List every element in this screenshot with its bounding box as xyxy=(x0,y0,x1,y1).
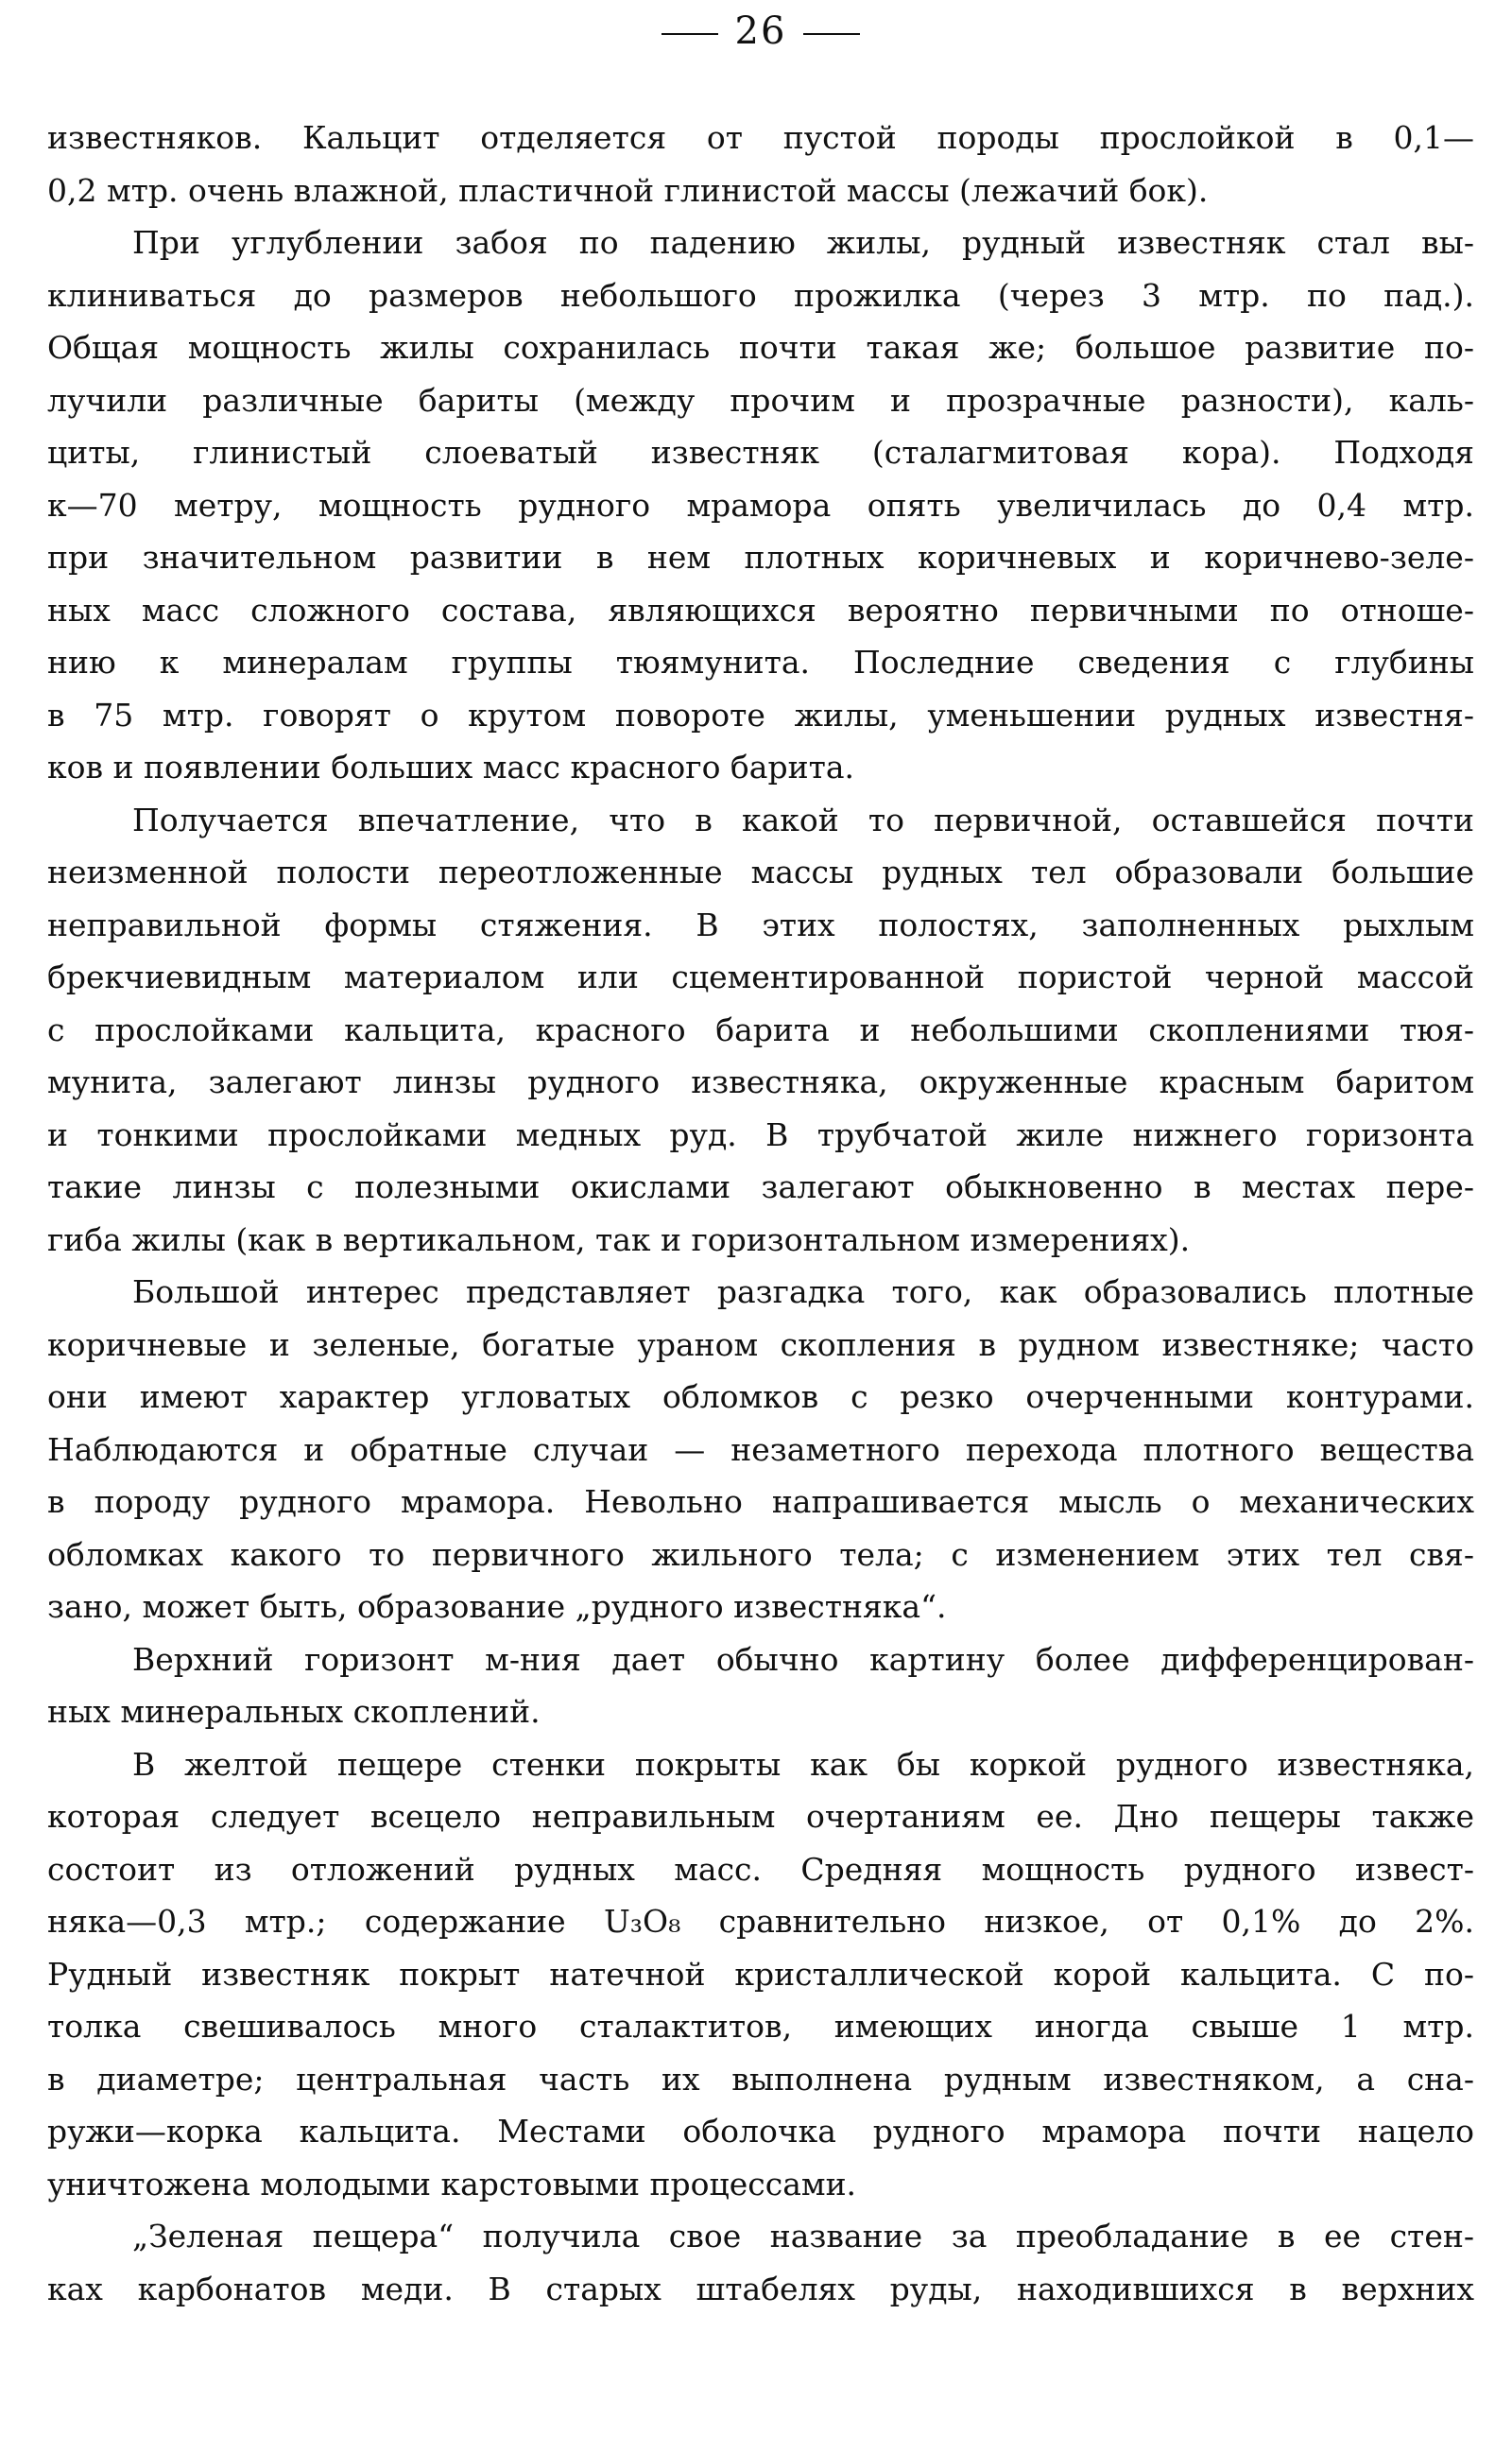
paragraph-first-line: Получается впечатление, что в какой то первичной, оставшейся почти xyxy=(132,801,1474,838)
text-line: в диаметре; центральная часть их выполнена рудным известняком, а сна- xyxy=(47,2060,1474,2098)
paragraph-first-line: В желтой пещере стенки покрыты как бы коркой рудного известняка, xyxy=(132,1745,1474,1783)
text-line: ках карбонатов меди. В старых штабелях руды, находившихся в верхних xyxy=(47,2270,1474,2307)
text-line: ных минеральных скоплений. xyxy=(47,1693,541,1730)
paragraph-first-line: „Зеленая пещера“ получила свое название за преобладание в ее стен- xyxy=(132,2218,1474,2254)
text-line: 0,2 мтр. очень влажной, пластичной глинистой массы (лежачий бок). xyxy=(47,171,1209,209)
header-dash-left xyxy=(662,33,718,35)
paragraph-first-line: При углублении забоя по падению жилы, рудный известняк стал вы- xyxy=(132,224,1474,261)
text-line: к—70 метру, мощность рудного мрамора опять увеличилась до 0,4 мтр. xyxy=(47,486,1474,524)
page-header xyxy=(47,9,1474,53)
text-line: состоит из отложений рудных масс. Средняя мощность рудного извест- xyxy=(47,1850,1474,1888)
header-dash-right xyxy=(803,33,860,35)
text-line: обломках какого то первичного жильного тела; с изменением этих тел свя- xyxy=(47,1535,1474,1573)
text-line: циты, глинистый слоеватый известняк (сталагмитовая кора). Подходя xyxy=(47,434,1474,471)
text-line: ных масс сложного состава, являющихся вероятно первичными по отноше- xyxy=(47,591,1474,629)
document-page xyxy=(47,0,1474,2453)
text-line: брекчиевидным материалом или сцементированной пористой черной массой xyxy=(47,959,1474,995)
text-line: лучили различные бариты (между прочим и прозрачные разности), каль- xyxy=(47,381,1474,419)
text-line: и тонкими прослойками медных руд. В трубчатой жиле нижнего горизонта xyxy=(47,1115,1474,1153)
text-line: в породу рудного мрамора. Невольно напрашивается мысль о механических xyxy=(47,1483,1474,1520)
text-line: неизменной полости переотложенные массы рудных тел образовали большие xyxy=(47,854,1474,890)
text-line: Рудный известняк покрыт натечной кристаллической корой кальцита. С по- xyxy=(47,1955,1474,1993)
text-line: ружи—корка кальцита. Местами оболочка рудного мрамора почти нацело xyxy=(47,2113,1474,2150)
text-line: нию к минералам группы тюямунита. Последние сведения с глубины xyxy=(47,644,1474,681)
text-line: с прослойками кальцита, красного барита и небольшими скоплениями тюя- xyxy=(47,1011,1474,1048)
text-line: в 75 мтр. говорят о крутом повороте жилы, уменьшении рудных известня- xyxy=(47,696,1474,734)
text-line: уничтожена молодыми карстовыми процессами. xyxy=(47,2165,857,2203)
text-line: ков и появлении больших масс красного барита. xyxy=(47,749,855,786)
text-line: такие линзы с полезными окислами залегают обыкновенно в местах пере- xyxy=(47,1168,1474,1205)
text-line: мунита, залегают линзы рудного известняка, окруженные красным баритом xyxy=(47,1063,1474,1100)
paragraph-first-line: Большой интерес представляет разгадка того, как образовались плотные xyxy=(132,1273,1474,1310)
text-line: Наблюдаются и обратные случаи — незаметного перехода плотного вещества xyxy=(47,1430,1474,1468)
text-line: Общая мощность жилы сохранилась почти такая же; большое развитие по- xyxy=(47,329,1474,366)
text-line: они имеют характер угловатых обломков с резко очерченными контурами. xyxy=(47,1378,1474,1415)
text-line: известняков. Кальцит отделяется от пустой породы прослойкой в 0,1— xyxy=(47,119,1474,156)
page-number: 26 xyxy=(734,9,787,53)
text-line: гиба жилы (как в вертикальном, так и горизонтальном измерениях). xyxy=(47,1220,1191,1258)
paragraph-first-line: Верхний горизонт м-ния дает обычно картину более дифференцирован- xyxy=(132,1640,1474,1678)
text-line: которая следует всецело неправильным очертаниям ее. Дно пещеры также xyxy=(47,1798,1474,1835)
text-line: коричневые и зеленые, богатые ураном скопления в рудном известняке; часто xyxy=(47,1325,1474,1363)
text-line: клиниваться до размеров небольшого прожилка (через 3 мтр. по пад.). xyxy=(47,276,1474,314)
text-line: толка свешивалось много сталактитов, имеющих иногда свыше 1 мтр. xyxy=(47,2008,1474,2045)
text-line: зано, может быть, образование „рудного известняка“. xyxy=(47,1588,947,1625)
text-line: при значительном развитии в нем плотных коричневых и коричнево-зеле- xyxy=(47,539,1474,576)
body-text xyxy=(47,112,1474,2315)
text-line: неправильной формы стяжения. В этих полостях, заполненных рыхлым xyxy=(47,906,1474,943)
text-line: няка—0,3 мтр.; содержание U₃O₈ сравнительно низкое, от 0,1% до 2%. xyxy=(47,1903,1474,1940)
